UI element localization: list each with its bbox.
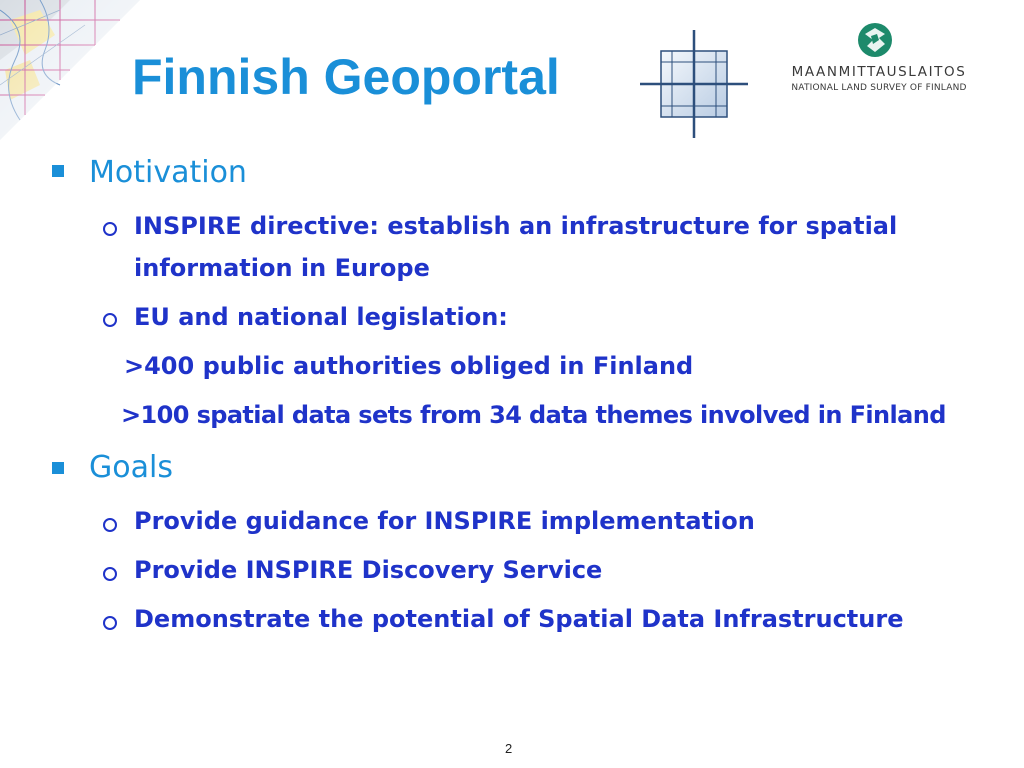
map-corner-decoration — [0, 0, 140, 140]
page-title: Finnish Geoportal — [132, 49, 560, 105]
logo-name: MAANMITTAUSLAITOS — [791, 64, 967, 80]
list-item: EU and national legislation: — [134, 303, 508, 331]
circle-bullet-icon — [103, 567, 117, 581]
list-item: information in Europe — [134, 254, 430, 282]
list-item: INSPIRE directive: establish an infrastructure for spatial — [134, 212, 898, 240]
list-item: Provide guidance for INSPIRE implementation — [134, 507, 755, 535]
logo-subtitle: NATIONAL LAND SURVEY OF FINLAND — [791, 83, 967, 93]
square-bullet-icon — [52, 165, 64, 177]
circle-bullet-icon — [103, 222, 117, 236]
square-bullet-icon — [52, 462, 64, 474]
list-item: Provide INSPIRE Discovery Service — [134, 556, 603, 584]
section-heading: Goals — [89, 450, 173, 485]
section-heading: Motivation — [89, 155, 247, 190]
circle-bullet-icon — [103, 313, 117, 327]
list-item: >100 spatial data sets from 34 data themes involved in Finland — [121, 401, 946, 429]
circle-bullet-icon — [103, 616, 117, 630]
nls-logo-icon — [857, 22, 893, 58]
geoportal-grid-icon — [640, 30, 748, 138]
list-item: >400 public authorities obliged in Finland — [124, 352, 694, 380]
list-item: Demonstrate the potential of Spatial Data Infrastructure — [134, 605, 904, 633]
page-number: 2 — [505, 741, 513, 756]
circle-bullet-icon — [103, 518, 117, 532]
